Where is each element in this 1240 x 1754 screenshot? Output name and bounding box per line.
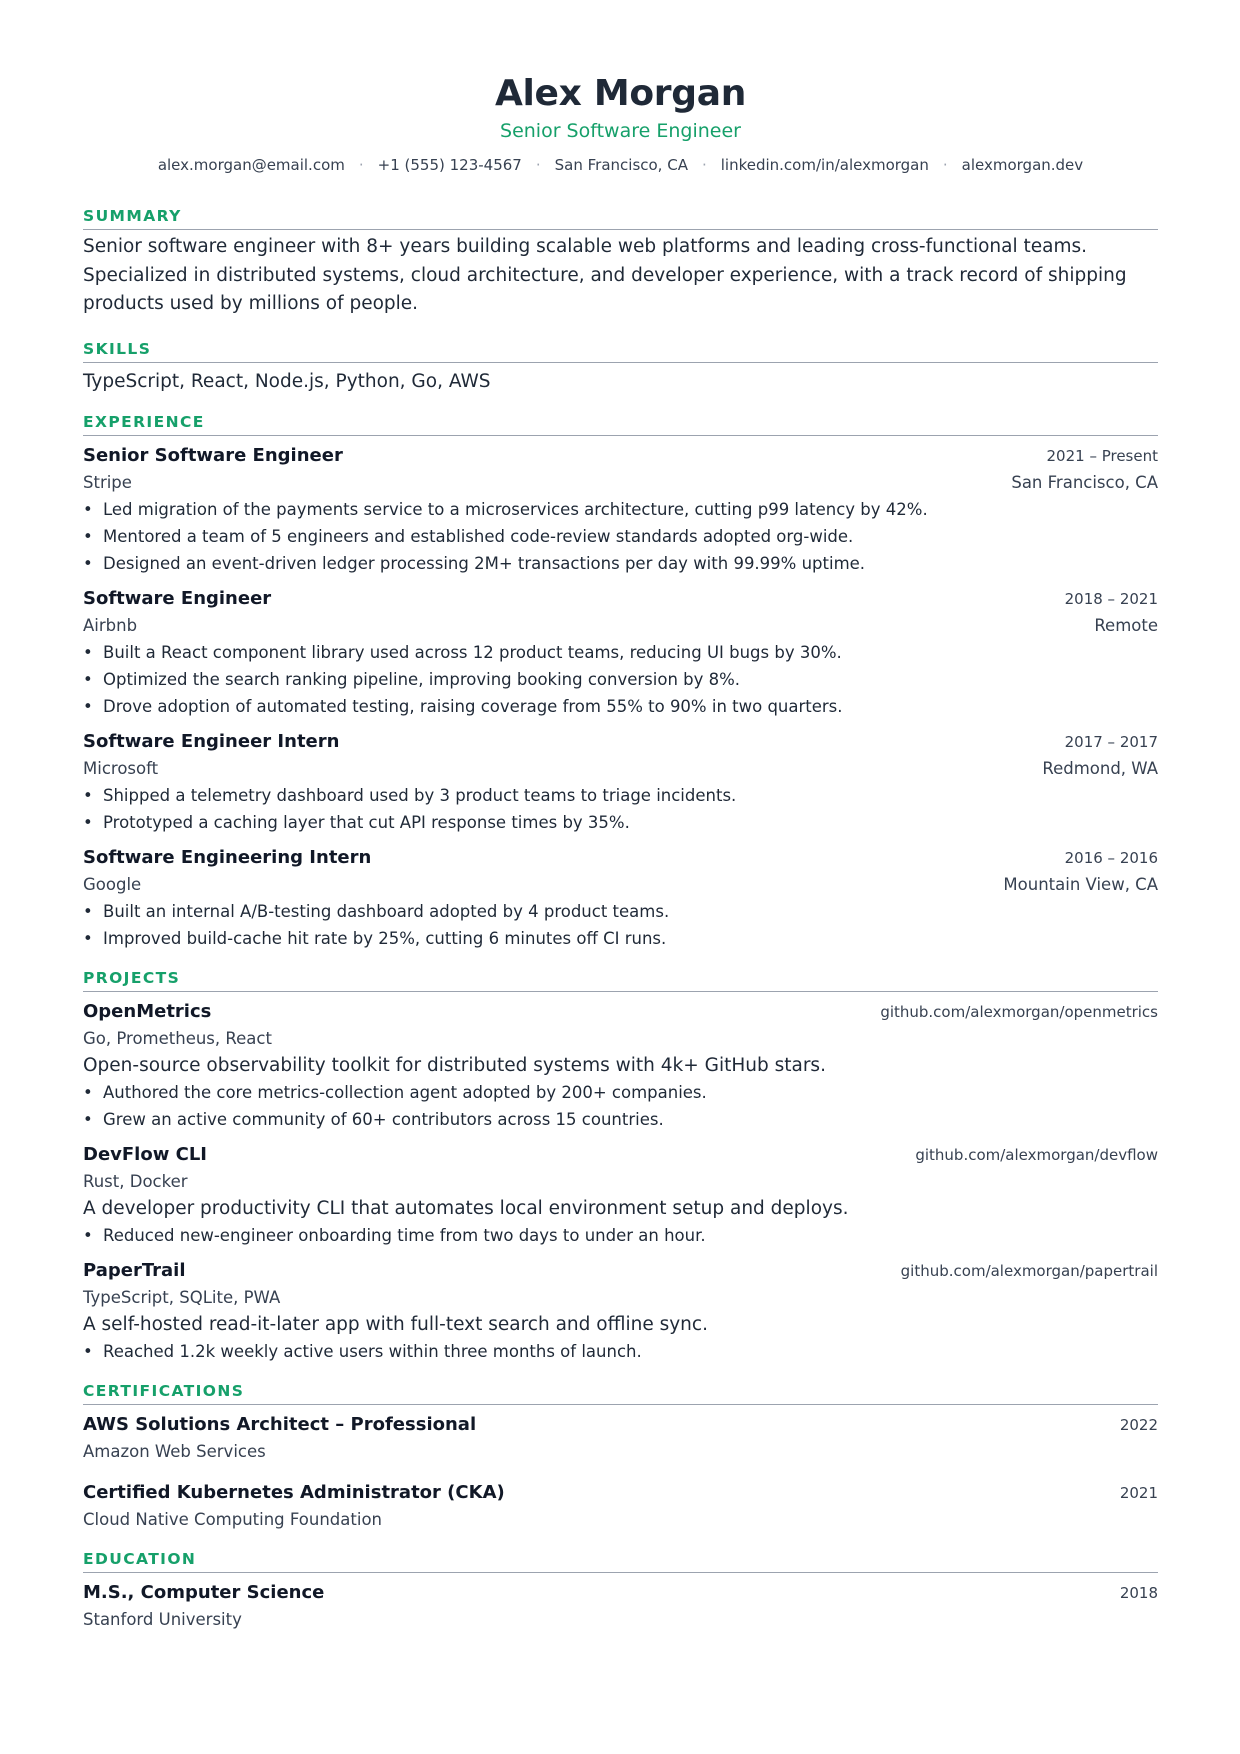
bullet-item: • Authored the core metrics-collection agent adopted by 200+ companies.: [83, 1079, 1158, 1106]
bullet-item: • Optimized the search ranking pipeline, improving booking conversion by 8%.: [83, 666, 1158, 693]
contact-phone[interactable]: +1 (555) 123-4567: [377, 156, 522, 174]
contact-email[interactable]: alex.morgan@email.com: [157, 156, 345, 174]
contact-website[interactable]: alexmorgan.dev: [961, 156, 1084, 174]
bullet-item: • Built a React component library used across 12 product teams, reducing UI bugs by 30%.: [83, 639, 1158, 666]
section-heading-skills: SKILLS: [83, 339, 1158, 363]
project-entry: [83, 998, 1158, 1133]
experience-section: [83, 412, 1158, 952]
job-location: San Francisco, CA: [1011, 472, 1158, 492]
projects-section: [83, 968, 1158, 1365]
contact-line: [83, 154, 1158, 176]
section-heading-projects: PROJECTS: [83, 968, 1158, 992]
bullet-item: • Improved build-cache hit rate by 25%, cutting 6 minutes off CI runs.: [83, 925, 1158, 952]
certification-issuer: Cloud Native Computing Foundation: [83, 1509, 382, 1529]
contact-separator: ·: [701, 156, 707, 174]
education-year: 2018: [1119, 1583, 1158, 1602]
bullet-item: • Reached 1.2k weekly active users within three months of launch.: [83, 1338, 1158, 1365]
project-name: PaperTrail: [83, 1259, 186, 1281]
job-role: Software Engineer Intern: [83, 730, 340, 752]
education-section: [83, 1549, 1158, 1633]
project-link[interactable]: github.com/alexmorgan/papertrail: [900, 1261, 1158, 1280]
bullet-item: • Built an internal A/B-testing dashboard adopted by 4 product teams.: [83, 898, 1158, 925]
project-tech: Go, Prometheus, React: [83, 1028, 272, 1048]
job-bullets: [83, 639, 1158, 720]
project-entry: [83, 1257, 1158, 1365]
project-tech: TypeScript, SQLite, PWA: [83, 1287, 281, 1307]
certification-entry: [83, 1479, 1158, 1533]
bullet-item: • Mentored a team of 5 engineers and established code-review standards adopted org-wide.: [83, 523, 1158, 550]
contact-separator: ·: [942, 156, 948, 174]
certification-name: AWS Solutions Architect – Professional: [83, 1413, 477, 1435]
bullet-item: • Reduced new-engineer onboarding time from two days to under an hour.: [83, 1222, 1158, 1249]
job-location: Mountain View, CA: [1003, 874, 1158, 894]
job-role: Software Engineering Intern: [83, 846, 372, 868]
certification-entry: [83, 1411, 1158, 1465]
project-name: OpenMetrics: [83, 1000, 212, 1022]
bullet-item: • Grew an active community of 60+ contributors across 15 countries.: [83, 1106, 1158, 1133]
candidate-title: Senior Software Engineer: [500, 120, 741, 142]
bullet-item: • Drove adoption of automated testing, raising coverage from 55% to 90% in two quarters.: [83, 693, 1158, 720]
project-link[interactable]: github.com/alexmorgan/openmetrics: [880, 1002, 1158, 1021]
bullet-item: • Shipped a telemetry dashboard used by 3 product teams to triage incidents.: [83, 782, 1158, 809]
project-link[interactable]: github.com/alexmorgan/devflow: [915, 1145, 1158, 1164]
summary-text: Senior software engineer with 8+ years building scalable web platforms and leading cross-functional teams. Specialized in distributed systems, cloud architecture, and developer experience, with a track record of shipping products used by millions of people.: [83, 236, 1127, 314]
project-description: Open-source observability toolkit for distributed systems with 4k+ GitHub stars.: [83, 1054, 826, 1076]
bullet-item: • Designed an event-driven ledger processing 2M+ transactions per day with 99.99% uptime.: [83, 550, 1158, 577]
contact-linkedin[interactable]: linkedin.com/in/alexmorgan: [720, 156, 929, 174]
contact-location: San Francisco, CA: [554, 156, 688, 174]
job-bullets: [83, 496, 1158, 577]
job-location: Remote: [1094, 615, 1158, 635]
job-role: Software Engineer: [83, 587, 272, 609]
education-entry: [83, 1579, 1158, 1633]
contact-separator: ·: [358, 156, 364, 174]
summary-section: [83, 206, 1158, 319]
job-company: Airbnb: [83, 615, 138, 635]
skills-text: TypeScript, React, Node.js, Python, Go, AWS: [83, 370, 491, 392]
job-bullets: [83, 782, 1158, 836]
job-dates: 2016 – 2016: [1064, 848, 1158, 867]
candidate-name: Alex Morgan: [494, 73, 747, 114]
project-bullets: [83, 1079, 1158, 1133]
section-heading-education: EDUCATION: [83, 1549, 1158, 1573]
certifications-section: [83, 1381, 1158, 1533]
resume-header: [83, 70, 1158, 176]
certification-issuer: Amazon Web Services: [83, 1441, 266, 1461]
certification-year: 2022: [1119, 1415, 1158, 1434]
experience-entry: [83, 442, 1158, 577]
job-company: Stripe: [83, 472, 132, 492]
job-location: Redmond, WA: [1042, 758, 1158, 778]
education-degree: M.S., Computer Science: [83, 1581, 325, 1603]
education-school: Stanford University: [83, 1609, 242, 1629]
job-role: Senior Software Engineer: [83, 444, 343, 466]
section-heading-certifications: CERTIFICATIONS: [83, 1381, 1158, 1405]
job-bullets: [83, 898, 1158, 952]
job-company: Microsoft: [83, 758, 159, 778]
project-description: A self-hosted read-it-later app with full-text search and offline sync.: [83, 1313, 708, 1335]
section-heading-experience: EXPERIENCE: [83, 412, 1158, 436]
project-bullets: [83, 1222, 1158, 1249]
skills-section: [83, 339, 1158, 396]
bullet-item: • Prototyped a caching layer that cut API response times by 35%.: [83, 809, 1158, 836]
project-name: DevFlow CLI: [83, 1143, 207, 1165]
certification-year: 2021: [1119, 1483, 1158, 1502]
section-heading-summary: SUMMARY: [83, 206, 1158, 230]
bullet-item: • Led migration of the payments service to a microservices architecture, cutting p99 latency by 42%.: [83, 496, 1158, 523]
experience-entry: [83, 585, 1158, 720]
job-dates: 2018 – 2021: [1064, 589, 1158, 608]
contact-separator: ·: [535, 156, 541, 174]
job-dates: 2017 – 2017: [1064, 732, 1158, 751]
experience-entry: [83, 844, 1158, 952]
project-description: A developer productivity CLI that automates local environment setup and deploys.: [83, 1197, 849, 1219]
project-tech: Rust, Docker: [83, 1171, 188, 1191]
job-dates: 2021 – Present: [1046, 446, 1158, 465]
project-bullets: [83, 1338, 1158, 1365]
project-entry: [83, 1141, 1158, 1249]
experience-entry: [83, 728, 1158, 836]
job-company: Google: [83, 874, 142, 894]
certification-name: Certified Kubernetes Administrator (CKA): [83, 1481, 505, 1503]
